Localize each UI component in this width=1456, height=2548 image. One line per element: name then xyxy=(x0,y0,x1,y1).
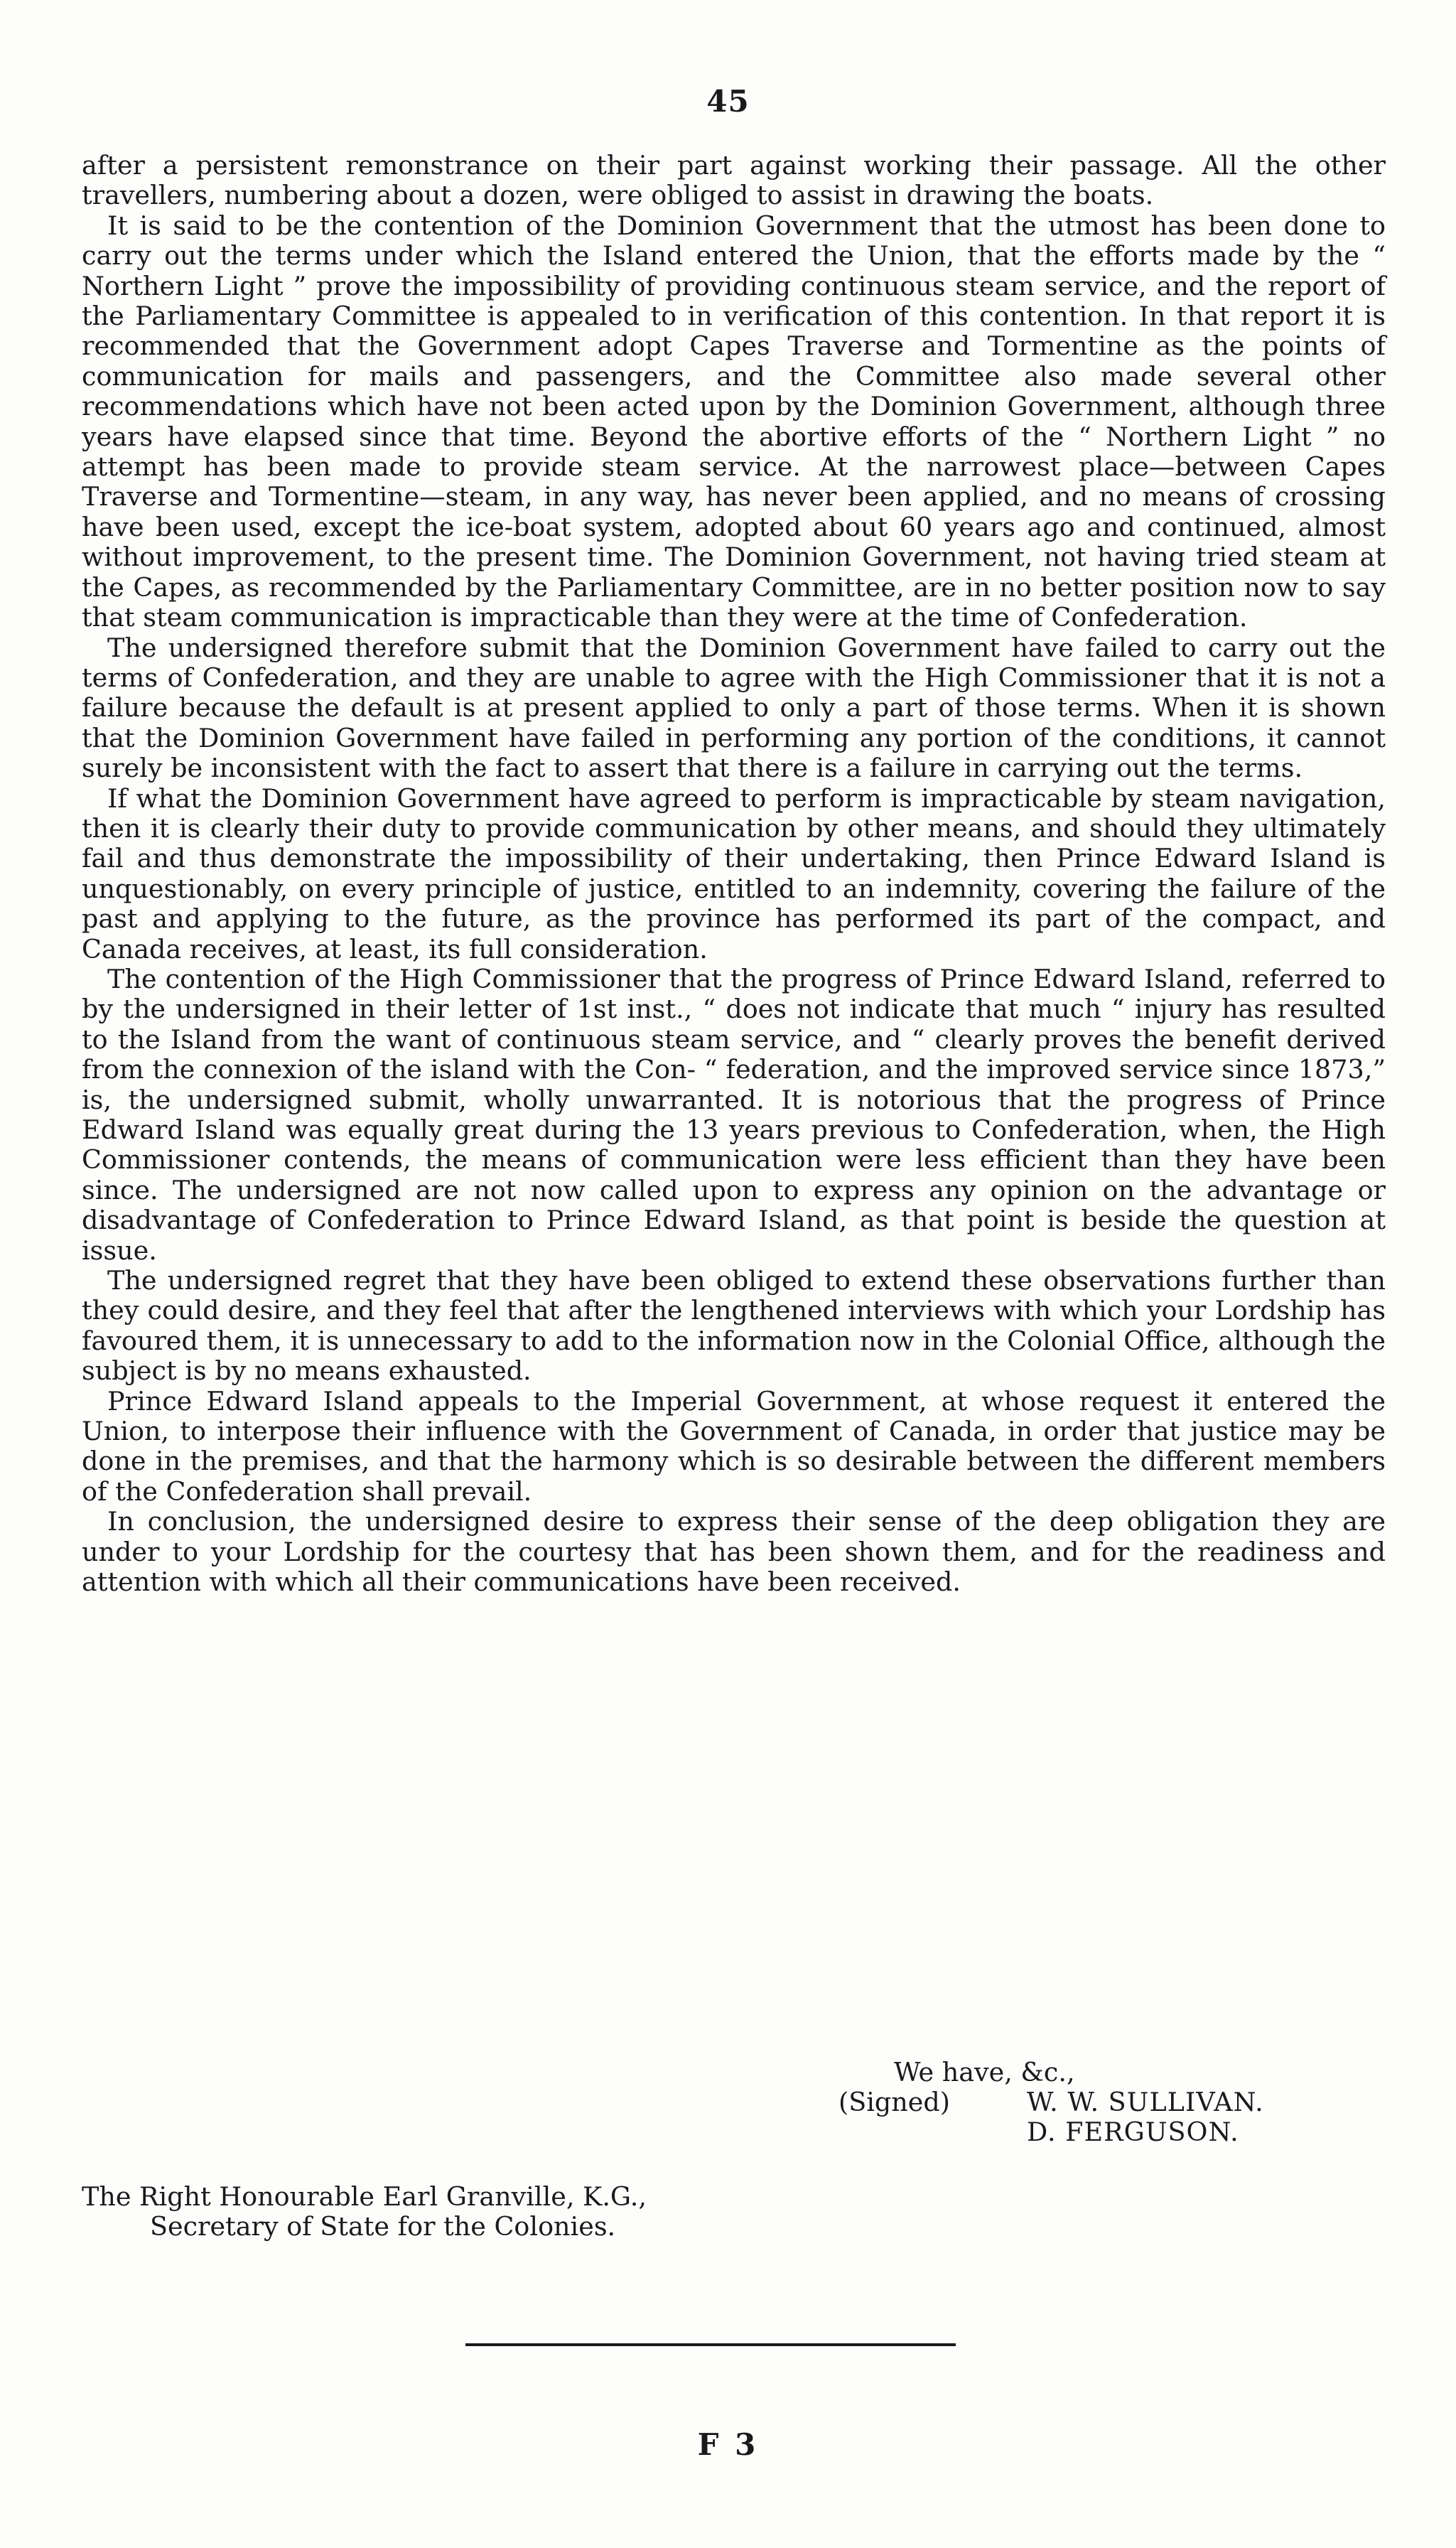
paragraph-7: Prince Edward Island appeals to the Imperial Government, at whose request it entered the Union, to interpose their influence with the Government of Canada, in order that justice may be done in the premises, and that the harmony which is so desirable between the different members of the Confederation shall prevail. xyxy=(82,1385,1386,1507)
signed-label: (Signed) xyxy=(838,2087,950,2117)
signature-mark: F 3 xyxy=(697,2427,759,2462)
signature-block xyxy=(838,2058,1264,2147)
paragraph-1: after a persistent remonstrance on their part against working their passage. All the other travellers, numbering about a dozen, were obliged to assist in drawing the boats. xyxy=(82,150,1386,211)
signed-row xyxy=(838,2087,1264,2117)
paragraph-5: The contention of the High Commissioner that the progress of Prince Edward Island, referred to by the undersigned in their letter of 1st inst., “ does not indicate that much “ injury has resulted to the Island from the want of continuous steam service, and “ clearly proves the benefit derived from the connexion of the island with the Con- “ federation, and the improved service since 1873,” is, the undersigned submit, wholly unwarranted. It is notorious that the progress of Prince Edward Island was equally great during the 13 years previous to Confederation, when, the High Commissioner contends, the means of communication were less efficient than they have been since. The undersigned are not now called upon to express any opinion on the advantage or disadvantage of Confederation to Prince Edward Island, as that point is beside the question at issue. xyxy=(82,963,1386,1266)
signatory-sullivan: W. W. SULLIVAN. xyxy=(1027,2087,1264,2117)
signatory-ferguson: D. FERGUSON. xyxy=(1027,2117,1239,2147)
paragraph-2: It is said to be the contention of the Dominion Government that the utmost has been done to carry out the terms under which the Island entered the Union, that the efforts made by the “ Northern Light ” prove the impossibility of providing continuous steam service, and the report of the Parliamentary Committee is appealed to in verification of this contention. In that report it is recommended that the Government adopt Capes Traverse and Tormentine as the points of communication for mails and passengers, and the Committee also made several other recommendations which have not been acted upon by the Dominion Government, although three years have elapsed since that time. Beyond the abortive efforts of the “ Northern Light ” no attempt has been made to provide steam service. At the narrowest place—between Capes Traverse and Tormentine—steam, in any way, has never been applied, and no means of crossing have been used, except the ice-boat system, adopted about 60 years ago and continued, almost without improvement, to the present time. The Dominion Government, not having tried steam at the Capes, as recommended by the Parliamentary Committee, are in no better position now to say that steam communication is impracticable than they were at the time of Confederation. xyxy=(82,210,1386,633)
closing-line: We have, &c., xyxy=(894,2057,1075,2087)
section-divider xyxy=(465,2343,956,2346)
paragraph-3: The undersigned therefore submit that the Dominion Government have failed to carry out the terms of Confederation, and they are unable to agree with the High Commissioner that it is not a failure because the default is at present applied to only a part of those terms. When it is shown that the Dominion Government have failed in performing any portion of the conditions, it cannot surely be inconsistent with the fact to assert that there is a failure in carrying out the terms. xyxy=(82,632,1386,784)
addressee-block xyxy=(82,2182,647,2242)
addressee-name: The Right Honourable Earl Granville, K.G., xyxy=(82,2181,647,2212)
paragraph-6: The undersigned regret that they have been obliged to extend these observations further than they could desire, and they feel that after the lengthened interviews with which your Lordship has favoured them, it is unnecessary to add to the information now in the Colonial Office, although the subject is by no means exhausted. xyxy=(82,1265,1386,1387)
paragraph-8: In conclusion, the undersigned desire to express their sense of the deep obligation they are under to your Lordship for the courtesy that has been shown them, and for the readiness and attention with which all their communications have been received. xyxy=(82,1506,1386,1598)
letter-body xyxy=(82,151,1386,1598)
page-number: 45 xyxy=(706,84,750,119)
addressee-title: Secretary of State for the Colonies. xyxy=(150,2211,616,2242)
paragraph-4: If what the Dominion Government have agreed to perform is impracticable by steam navigation, then it is clearly their duty to provide communication by other means, and should they ultimately fail and thus demonstrate the impossibility of their undertaking, then Prince Edward Island is unquestionably, on every principle of justice, entitled to an indemnity, covering the failure of the past and applying to the future, as the province has performed its part of the compact, and Canada receives, at least, its full consideration. xyxy=(82,783,1386,964)
